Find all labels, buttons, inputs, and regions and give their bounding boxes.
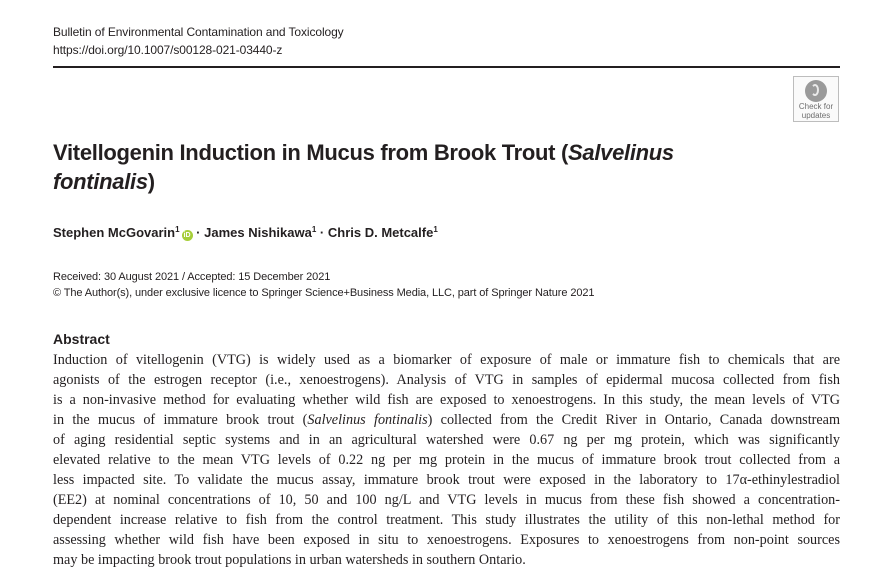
doi-link[interactable]: https://doi.org/10.1007/s00128-021-03440-z <box>53 43 283 57</box>
abstract-heading: Abstract <box>53 331 110 347</box>
author-name[interactable]: Chris D. Metcalfe <box>327 225 434 240</box>
author-separator: · <box>319 225 325 240</box>
header-divider <box>53 66 840 68</box>
copyright-notice: © The Author(s), under exclusive licence to Springer Science+Business Media, LLC, part of Springer Nature 2021 <box>53 287 595 299</box>
badge-label-line2: updates <box>801 111 831 120</box>
title-text: Vitellogenin Induction in Mucus from Brook Trout ( <box>53 140 569 165</box>
title-species: Salvelinus fontinalis <box>53 140 674 194</box>
badge-label-line1: Check for <box>798 102 834 111</box>
abstract-line: dependent increase relative to fish from the control treatment. This study illustrates the utility of this non-lethal method for <box>53 512 840 528</box>
article-title <box>53 138 753 196</box>
publication-dates <box>53 269 594 301</box>
orcid-icon[interactable]: iD <box>183 232 191 239</box>
abstract-line: assessing whether wild fish have been exposed in situ to xenoestrogens. Exposures to xenoestrogens from non-point sources <box>53 532 840 548</box>
abstract-species: Salvelinus fontinalis <box>307 412 428 428</box>
abstract-line: (EE2) at nominal concentrations of 10, 50 and 100 ng/L and VTG levels in mucus from these fish showed a concentration- <box>53 492 840 508</box>
author-affiliation: 1 <box>433 225 438 234</box>
author-affiliation: 1 <box>175 225 180 234</box>
abstract-line <box>53 410 840 430</box>
author-list <box>53 221 438 242</box>
abstract-line: agonists of the estrogen receptor (i.e., xenoestrogens). Analysis of VTG in samples of epidermal mucosa collected from fish <box>53 372 840 388</box>
journal-name: Bulletin of Environmental Contamination and Toxicology <box>53 25 344 39</box>
author-name[interactable]: Stephen McGovarin <box>53 225 176 240</box>
abstract-line: of aging residential septic systems and in an agricultural watershed were 0.67 ng per mg protein, which was significantly <box>53 432 840 448</box>
abstract-line: elevated relative to the mean VTG levels of 0.22 ng per mg protein in the mucus of immature brook trout collected from a <box>53 452 840 468</box>
author-separator: · <box>196 225 201 240</box>
abstract-line: is a non-invasive method for evaluating whether wild fish are exposed to xenoestrogens. In this study, the mean levels of VTG <box>53 392 840 408</box>
received-accepted: Received: 30 August 2021 / Accepted: 15 December 2021 <box>53 271 331 283</box>
journal-header <box>53 23 344 59</box>
check-for-updates-badge[interactable] <box>793 76 839 122</box>
abstract-line: may be impacting brook trout populations in urban watersheds in southern Ontario. <box>53 552 526 568</box>
abstract-body <box>53 350 840 570</box>
author-name[interactable]: James Nishikawa <box>204 225 312 240</box>
title-close: ) <box>147 169 155 194</box>
abstract-line: less impacted site. To validate the mucus assay, immature brook trout were exposed in the laboratory to 17α-ethinylestradiol <box>53 472 840 488</box>
author-affiliation: 1 <box>311 225 317 234</box>
abstract-line: Induction of vitellogenin (VTG) is widely used as a biomarker of exposure of male or immature fish to chemicals that are <box>53 352 840 368</box>
refresh-icon <box>805 80 827 102</box>
abstract-text: in the mucus of immature brook trout ( <box>53 412 308 428</box>
abstract-text: ) collected from the Credit River in Ontario, Canada downstream <box>427 412 840 428</box>
